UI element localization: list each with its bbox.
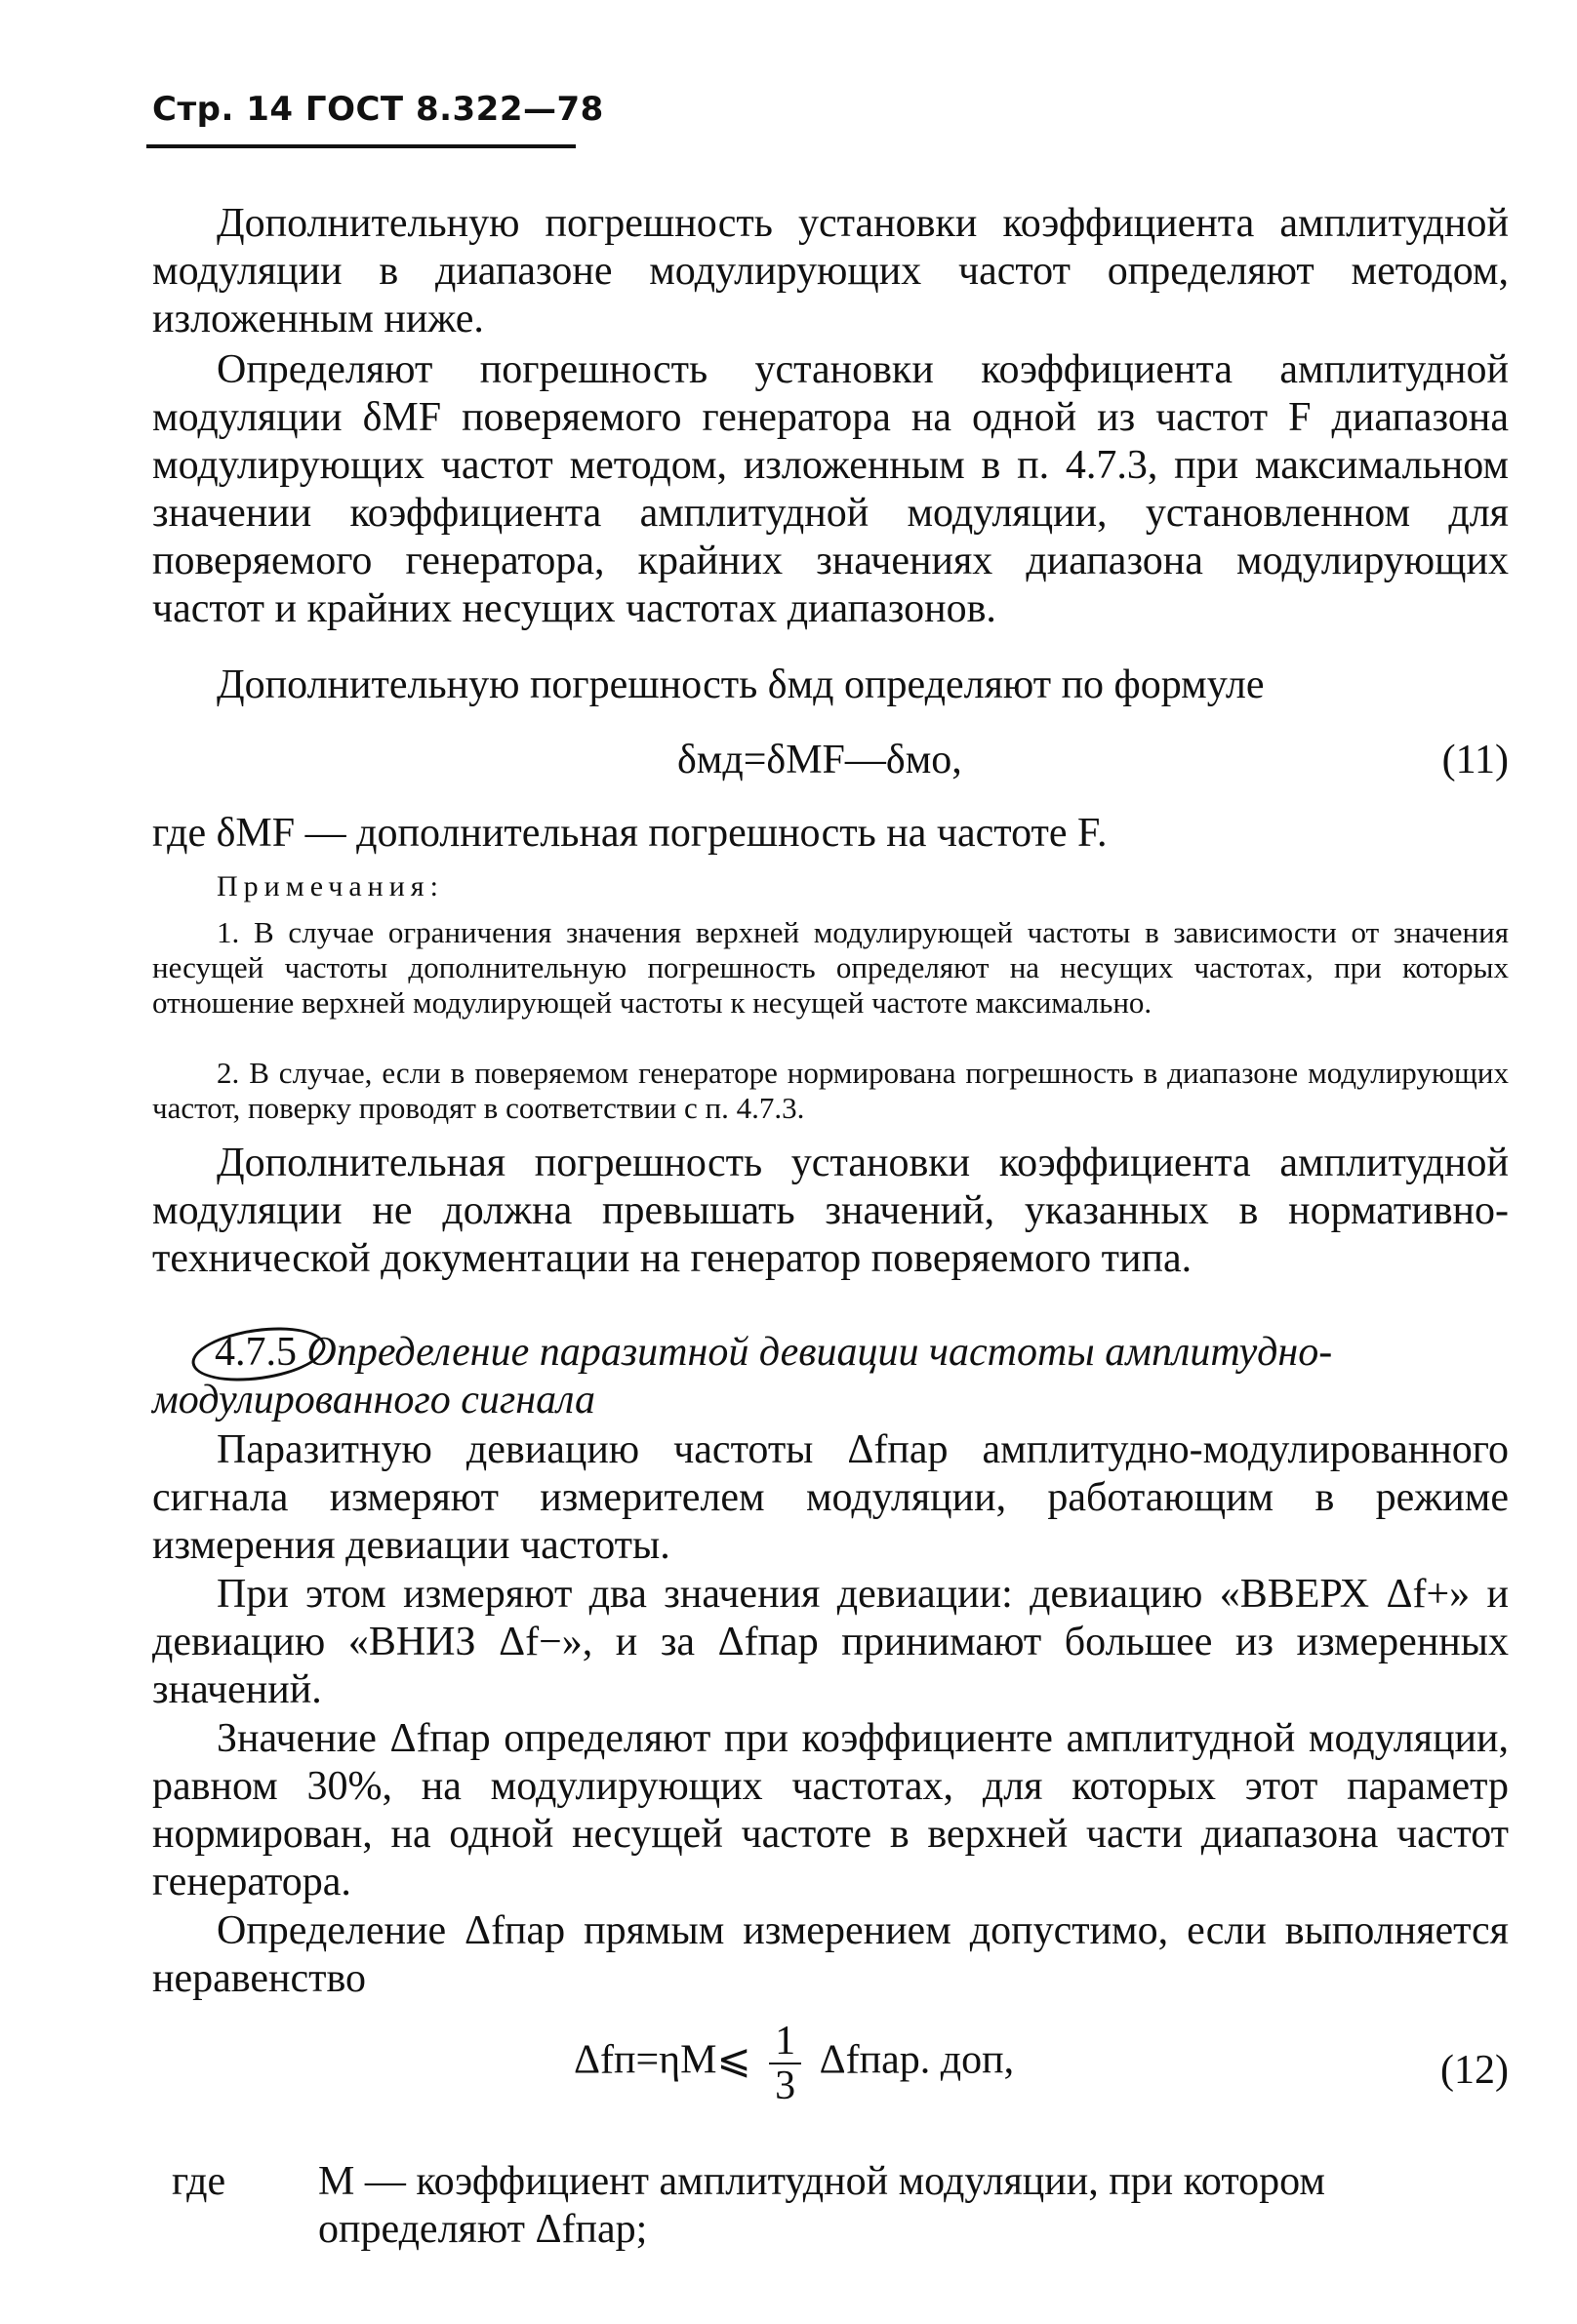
note-1: 1. В случае ограничения значения верхней модулирующей частоты в зависимости от значения несущей частоты дополнительную погрешность определяют на несущих частотах, при которых отношение верхней модулирующей частоты к несущей частоте максимально.	[152, 915, 1509, 1020]
paragraph-2: Определяют погрешность установки коэффициента амплитудной модуляции δMF поверяемого генератора на одной из частот F диапазона модулирующих частот методом, изложенным в п. 4.7.3, при максимальном значении коэффициента амплитудной модуляции, установленном для поверяемого генератора, крайних значениях диапазона модулирующих частот и крайних несущих частотах диапазонов.	[152, 347, 1509, 631]
paragraph-7: При этом измеряют два значения девиации: девиацию «ВВЕРХ Δf+» и девиацию «ВНИЗ Δf−», и за Δfпар принимают большее из измеренных значений.	[152, 1572, 1509, 1712]
formula-12-left: Δfп=ηM⩽	[574, 2037, 751, 2083]
formula-11: δмд=δMF—δмо,	[677, 738, 962, 782]
paragraph-1: Дополнительную погрешность установки коэффициента амплитудной модуляции в диапазоне модулирующих частот определяют методом, изложенным ниже.	[152, 201, 1509, 341]
paragraph-8: Значение Δfпар определяют при коэффициенте амплитудной модуляции, равном 30%, на модулирующих частотах, для которых этот параметр нормирован, на одной несущей частоте в верхней части диапазона частот генератора.	[152, 1716, 1509, 1904]
section-4-7-5	[152, 1329, 1509, 1424]
notes-title: Примечания:	[217, 870, 444, 902]
section-title: Определение паразитной девиации частоты амплитудно-модулированного сигнала	[152, 1330, 1333, 1422]
page-header: Стр. 14 ГОСТ 8.322—78	[152, 90, 604, 129]
where-label: где	[172, 2159, 226, 2204]
note-2: 2. В случае, если в поверяемом генераторе нормирована погрешность в диапазоне модулирующих частот, поверку проводят в соответствии с п. 4.7.3.	[152, 1056, 1509, 1125]
fraction-numerator: 1	[769, 2020, 801, 2064]
paragraph-9: Определение Δfпар прямым измерением допустимо, если выполняется неравенство	[152, 1908, 1509, 2001]
header-rule	[146, 144, 576, 148]
section-number: 4.7.5	[215, 1330, 297, 1375]
formula-11-number: (11)	[1441, 738, 1509, 782]
formula-12-number: (12)	[1440, 2048, 1509, 2093]
formula-12-fraction	[769, 2020, 801, 2107]
fraction-denominator: 3	[775, 2064, 796, 2108]
where-m-definition: M — коэффициент амплитудной модуляции, при котором определяют Δfпар;	[318, 2159, 1325, 2252]
paragraph-5: Дополнительная погрешность установки коэффициента амплитудной модуляции не должна превышать значений, указанных в нормативно-технической документации на генератор поверяемого типа.	[152, 1141, 1509, 1281]
where-deltamf: где δMF — дополнительная погрешность на частоте F.	[152, 811, 1108, 856]
paragraph-3: Дополнительную погрешность δмд определяют по формуле	[217, 662, 1265, 707]
paragraph-6: Паразитную девиацию частоты Δfпар амплитудно-модулированного сигнала измеряют измерителем модуляции, работающим в режиме измерения девиации частоты.	[152, 1427, 1509, 1568]
formula-12-right: Δfпар. доп,	[819, 2037, 1015, 2083]
formula-12	[574, 2020, 1014, 2107]
